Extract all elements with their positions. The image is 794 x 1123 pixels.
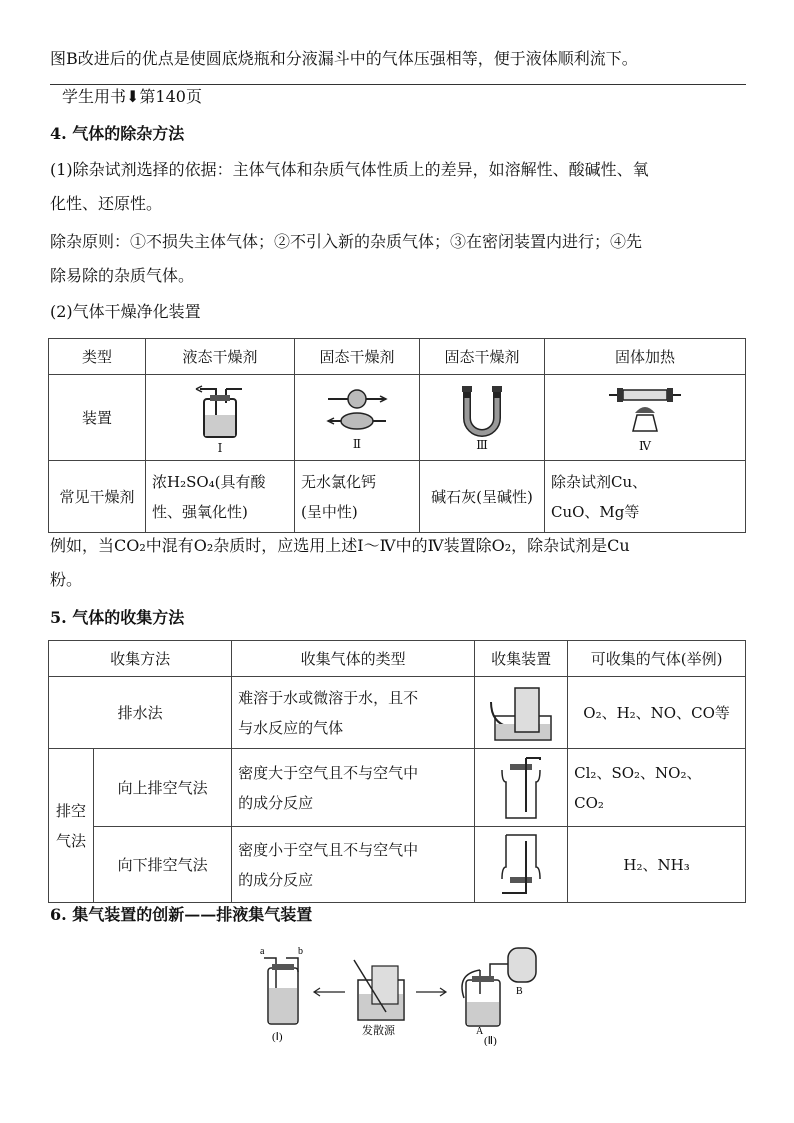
down-arrow-icon: ⬇: [126, 87, 140, 106]
fig-A-label: A: [476, 1026, 484, 1037]
t1-agent-1: [146, 461, 295, 533]
section4-p1a: (1)除杂试剂选择的依据：主体气体和杂质气体性质上的差异，如溶解性、酸碱性、氧: [50, 160, 649, 179]
t1-header-type: 类型: [49, 339, 146, 375]
upward-air-bottle-icon: [496, 754, 546, 822]
t2-up-method: 向上排空气法: [94, 749, 232, 827]
t2-up-type-b: 的成分反应: [238, 793, 314, 812]
roman-4: Ⅳ: [639, 438, 651, 453]
t2-up-gases-a: Cl₂、SO₂、NO₂、: [574, 763, 702, 782]
t1-header-solid2: 固态干燥剂: [420, 339, 545, 375]
fig-b-label: b: [298, 946, 303, 957]
t1-device-2: [295, 375, 420, 461]
t1-agent-2b: (呈中性): [301, 502, 358, 521]
collection-table: [48, 640, 746, 903]
drying-tube-icon: [322, 385, 392, 437]
t1-agent-4b: CuO、Mg等: [551, 502, 640, 521]
t2-up-gases-b: CO₂: [574, 793, 604, 812]
book-ref-page: 第140页: [139, 87, 202, 106]
t1-agent-4: [545, 461, 746, 533]
t1-agent-2a: 无水氯化钙: [301, 472, 377, 491]
t1-device-4: [545, 375, 746, 461]
t2-header-gases: 可收集的气体(举例): [568, 641, 746, 677]
example-a: 例如，当CO₂中混有O₂杂质时，应选用上述Ⅰ～Ⅳ中的Ⅳ装置除O₂，除杂试剂是Cu: [50, 536, 630, 555]
book-ref-text: 学生用书: [62, 87, 127, 106]
roman-1: Ⅰ: [217, 440, 223, 455]
t2-header-device: 收集装置: [475, 641, 568, 677]
book-reference: [62, 84, 202, 107]
t2-up-gases: [568, 749, 746, 827]
t2-water-type: [232, 677, 475, 749]
t1-header-heating: 固体加热: [545, 339, 746, 375]
t2-down-type-b: 的成分反应: [238, 870, 314, 889]
t2-header-type: 收集气体的类型: [232, 641, 475, 677]
t1-agent-1b: 性、强氧化性): [152, 502, 248, 521]
t1-row-agent: 常见干燥剂: [49, 461, 146, 533]
fig-label-2: (Ⅱ): [484, 1035, 497, 1046]
t1-device-1: [146, 375, 295, 461]
t2-up-type-a: 密度大于空气且不与空气中: [238, 763, 419, 782]
heating-tube-icon: [605, 383, 685, 439]
section4-p2a: 除杂原则：①不损失主体气体；②不引入新的杂质气体；③在密闭装置内进行；④先: [50, 232, 643, 251]
fig-B-label: B: [516, 986, 523, 997]
t1-agent-3: 碱石灰(呈碱性): [420, 461, 545, 533]
water-collection-icon: [485, 682, 557, 744]
t2-water-type-b: 与水反应的气体: [238, 718, 344, 737]
t2-up-type: [232, 749, 475, 827]
t2-water-device: [475, 677, 568, 749]
t1-device-3: [420, 375, 545, 461]
fig-label-1: (Ⅰ): [272, 1031, 283, 1043]
t1-header-solid1: 固态干燥剂: [295, 339, 420, 375]
drying-table: [48, 338, 746, 533]
t1-header-liquid: 液态干燥剂: [146, 339, 295, 375]
t2-water-method: 排水法: [49, 677, 232, 749]
section4-p2b: 除易除的杂质气体。: [50, 266, 195, 285]
section6-title: 6. 集气装置的创新——排液集气装置: [50, 905, 313, 924]
t1-agent-4a: 除杂试剂Cu、: [551, 472, 648, 491]
t1-agent-1a: 浓H₂SO₄(具有酸: [152, 472, 266, 491]
t2-down-type: [232, 827, 475, 903]
t2-air-method-label: 排空气法: [55, 801, 86, 850]
fig-source-label: 发散源: [362, 1025, 395, 1037]
t2-up-device: [475, 749, 568, 827]
gas-washing-bottle-icon: [190, 381, 250, 441]
t2-water-type-a: 难溶于水或微溶于水，且不: [238, 688, 419, 707]
intro-line: 图B改进后的优点是使圆底烧瓶和分液漏斗中的气体压强相等，便于液体顺利流下。: [50, 49, 638, 68]
t2-down-device: [475, 827, 568, 903]
t1-agent-2: [295, 461, 420, 533]
t1-row-device: 装置: [49, 375, 146, 461]
t2-down-type-a: 密度小于空气且不与空气中: [238, 840, 419, 859]
section4-p3: (2)气体干燥净化装置: [50, 302, 201, 321]
t2-down-gases: H₂、NH₃: [568, 827, 746, 903]
t2-water-gases: O₂、H₂、NO、CO等: [568, 677, 746, 749]
section4-p1b: 化性、还原性。: [50, 194, 163, 213]
fig-a-label: a: [260, 946, 265, 957]
t2-air-method: [49, 749, 94, 903]
t2-header-method: 收集方法: [49, 641, 232, 677]
roman-3: Ⅲ: [476, 437, 488, 452]
liquid-collection-figure: [250, 936, 550, 1046]
u-tube-icon: [457, 384, 507, 438]
section4-title: 4. 气体的除杂方法: [50, 124, 185, 143]
roman-2: Ⅱ: [352, 436, 362, 451]
downward-air-bottle-icon: [496, 831, 546, 899]
section5-title: 5. 气体的收集方法: [50, 608, 185, 627]
t2-down-method: 向下排空气法: [94, 827, 232, 903]
example-b: 粉。: [50, 570, 83, 589]
